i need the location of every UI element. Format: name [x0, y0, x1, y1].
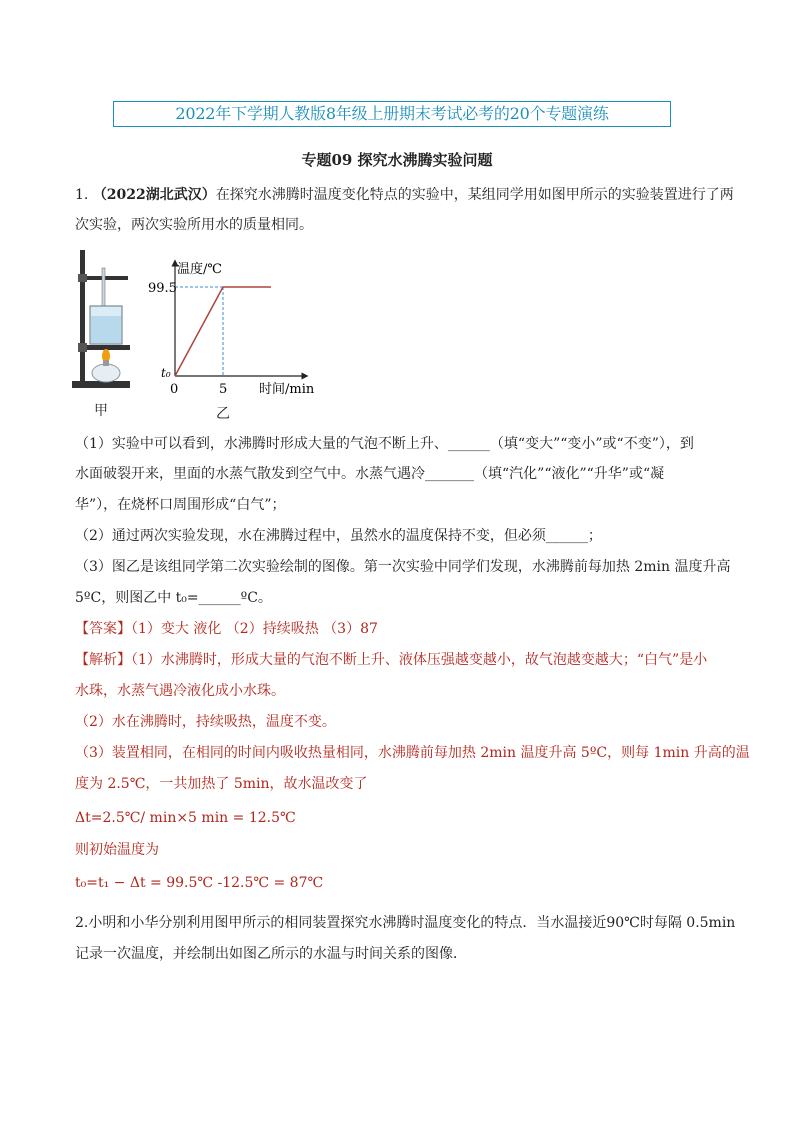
q1-stem-line2: 次实验，两次实验所用水的质量相同。 — [75, 217, 313, 233]
q1-source: （2022湖北武汉） — [92, 187, 216, 203]
analysis-text1: （1）水沸腾时，形成大量的气泡不断上升、液体压强越变越小，故气泡越变越大；“白气”是小 — [131, 652, 708, 668]
x-tick-0: 0 — [170, 382, 179, 397]
y-tick-99-5: 99.5 — [148, 281, 177, 296]
y-axis-label: 温度/℃ — [177, 262, 222, 277]
series-banner: 2022年下学期人教版8年级上册期末考试必考的20个专题演练 — [113, 101, 671, 127]
q1-part1-line3: 华”），在烧杯口周围形成“白气”； — [75, 497, 286, 513]
q2-line1: 2.小明和小华分别利用图甲所示的相同装置探究水沸腾时温度变化的特点．当水温接近90℃时每隔 0.5min — [75, 915, 736, 931]
analysis-tag: 【解析】 — [75, 652, 131, 668]
apparatus-figure — [68, 248, 138, 393]
figure-b-label: 乙 — [216, 406, 230, 422]
analysis-equation2: t₀=t₁ − Δt = 99.5℃ -12.5℃ = 87℃ — [75, 875, 324, 891]
q1-part3-line1: （3）图乙是该组同学第二次实验绘制的图像。第一次实验中同学们发现，水沸腾前每加热 2min 温度升高 — [75, 559, 731, 575]
water — [91, 316, 121, 343]
x-axis-label: 时间/min — [259, 382, 315, 397]
analysis-line4: （3）装置相同，在相同的时间内吸收热量相同，水沸腾前每加热 2min 温度升高 5ºC，则每 1min 升高的温 — [75, 745, 750, 761]
analysis-line6: 则初始温度为 — [75, 842, 159, 858]
q1-stem-line1 — [75, 185, 734, 205]
q2-line2: 记录一次温度，并绘制出如图乙所示的水温与时间关系的图像． — [75, 946, 467, 962]
analysis-line5: 度为 2.5℃，一共加热了 5min，故水温改变了 — [75, 776, 368, 792]
analysis-line1 — [75, 650, 725, 670]
q1-part1-line2: 水面破裂开来，里面的水蒸气散发到空气中。水蒸气遇冷_______（填“汽化”“液化”“升华”或“凝 — [75, 466, 665, 482]
topic-title: 专题09 探究水沸腾实验问题 — [301, 151, 493, 169]
stand-rod — [80, 250, 85, 384]
answer-text: （1）变大 液化 （2）持续吸热 （3）87 — [131, 621, 378, 637]
answer-line — [75, 619, 725, 639]
x-tick-5: 5 — [219, 382, 228, 397]
q1-stem-text: 在探究水沸腾时温度变化特点的实验中，某组同学用如图甲所示的实验装置进行了两 — [215, 187, 734, 203]
q1-part1-line1: （1）实验中可以看到，水沸腾时形成大量的气泡不断上升、______（填“变大”“变小”或“不变”），到 — [75, 436, 694, 452]
analysis-equation1: Δt=2.5℃/ min×5 min = 12.5℃ — [75, 810, 296, 826]
alcohol-lamp — [92, 364, 120, 382]
stand-base — [72, 381, 130, 388]
analysis-line2: 水珠，水蒸气遇冷液化成小水珠。 — [75, 683, 285, 699]
q1-part2: （2）通过两次实验发现，水在沸腾过程中，虽然水的温度保持不变，但必须______； — [75, 528, 602, 544]
q1-part3-line2: 5ºC，则图乙中 t₀=______ºC。 — [75, 590, 272, 606]
figure-a-label: 甲 — [94, 403, 108, 419]
y-tick-t0: t₀ — [161, 366, 171, 380]
temperature-chart — [148, 255, 325, 405]
q1-number: 1. — [75, 187, 89, 203]
answer-tag: 【答案】 — [75, 621, 131, 637]
analysis-line3: （2）水在沸腾时，持续吸热，温度不变。 — [75, 714, 336, 730]
